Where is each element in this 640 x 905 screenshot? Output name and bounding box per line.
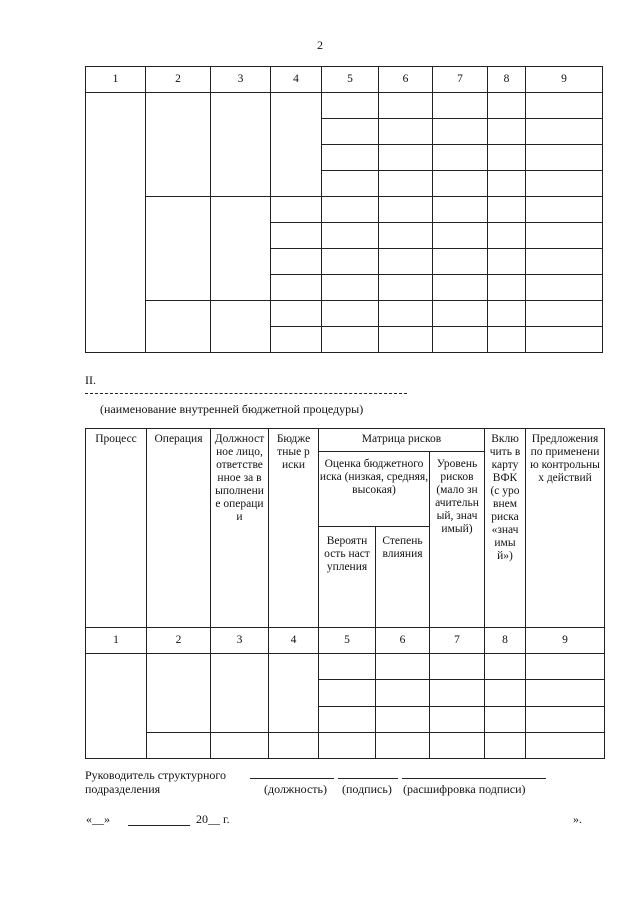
header-risk-assessment: Оценка бюджетного иска (низкая, средняя, высокая) xyxy=(319,452,430,527)
col-9: 9 xyxy=(526,67,603,93)
table2-number-row: 1 2 3 4 5 6 7 8 9 xyxy=(86,628,605,654)
position-caption: (должность) xyxy=(264,782,327,796)
col-4: 4 xyxy=(271,67,322,93)
date-open: «__» xyxy=(86,812,110,826)
process-cell xyxy=(86,93,146,353)
decode-line xyxy=(402,778,546,779)
operation-cell xyxy=(146,197,211,301)
col-6: 6 xyxy=(379,67,433,93)
header-operation: Операция xyxy=(147,429,211,628)
header-risk-level: Уровень рисков (мало значительный, значимый) xyxy=(430,452,485,628)
header-official: Должностное лицо, ответственное за выполнение операции xyxy=(211,429,269,628)
col-8: 8 xyxy=(488,67,526,93)
operation-cell xyxy=(146,93,211,197)
col-5: 5 xyxy=(322,67,379,93)
position-line xyxy=(250,778,334,779)
continuation-table xyxy=(85,66,603,353)
header-process: Процесс xyxy=(86,429,147,628)
header-impact: Степень влияния xyxy=(376,527,430,628)
col-3: 3 xyxy=(211,67,271,93)
closing-quote: ». xyxy=(573,812,582,826)
section-number: II. xyxy=(85,373,96,387)
header-risk-matrix: Матрица рисков xyxy=(319,429,485,452)
sign-line xyxy=(338,778,398,779)
official-cell xyxy=(211,301,271,353)
official-cell xyxy=(211,197,271,301)
header-budget-risks: Бюджетные риски xyxy=(269,429,319,628)
risk-table xyxy=(85,428,605,759)
header-proposals: Предложения по применению контрольных действий xyxy=(526,429,605,628)
risk-cell xyxy=(271,93,322,197)
decode-caption: (расшифровка подписи) xyxy=(403,782,526,796)
operation-cell xyxy=(146,301,211,353)
page-number: 2 xyxy=(317,38,323,52)
col-2: 2 xyxy=(146,67,211,93)
header-include-vfk: Включить в карту ВФК (с уровнем риска «значимый») xyxy=(485,429,526,628)
official-cell xyxy=(211,93,271,197)
col-7: 7 xyxy=(433,67,488,93)
date-line xyxy=(128,825,190,826)
sign-caption: (подпись) xyxy=(342,782,392,796)
date-year: 20__ г. xyxy=(196,812,230,826)
col-1: 1 xyxy=(86,67,146,93)
table1-header-row xyxy=(86,67,603,93)
head-label-2: подразделения xyxy=(85,782,161,796)
header-probability: Вероятность наступления xyxy=(319,527,376,628)
procedure-caption: (наименование внутренней бюджетной процедуры) xyxy=(100,402,364,416)
head-label-1: Руководитель структурного xyxy=(85,768,227,782)
dashed-line xyxy=(85,393,407,394)
